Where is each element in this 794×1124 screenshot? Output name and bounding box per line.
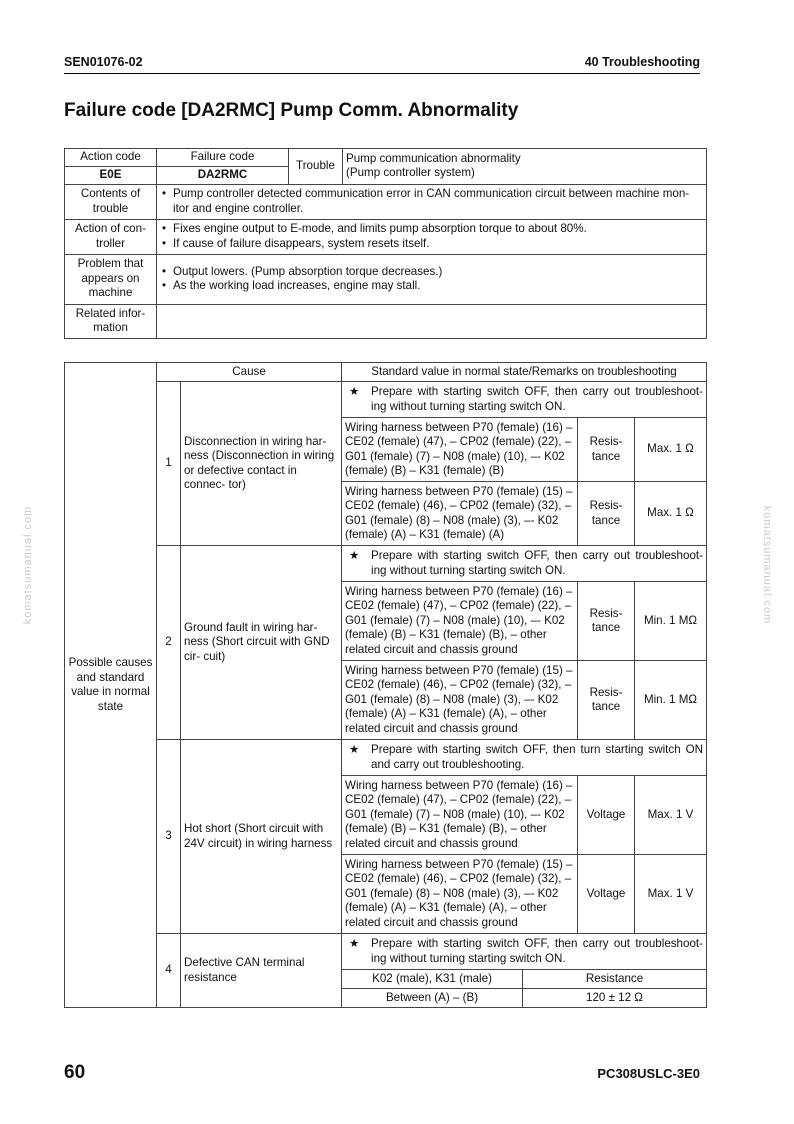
trouble-label: Trouble	[289, 149, 343, 185]
cause-number: 1	[157, 382, 181, 546]
connector-pins: Between (A) – (B)	[342, 989, 523, 1008]
page-header	[64, 53, 700, 74]
doc-code: SEN01076-02	[64, 55, 143, 69]
prep-note: ★ Prepare with starting switch OFF, then turn starting switch ON and carry out troubleshooting.	[342, 740, 707, 776]
measure-kind: Resis- tance	[578, 661, 635, 740]
failure-code-value: DA2RMC	[157, 166, 289, 184]
problem-item: • As the working load increases, engine may stall.	[160, 279, 703, 294]
failure-code-label: Failure code	[157, 149, 289, 167]
problem-label: Problem that appears on machine	[65, 254, 157, 304]
failure-info-table	[64, 148, 707, 339]
measure-kind: Voltage	[578, 776, 635, 855]
related-value	[157, 304, 707, 338]
problem-item: • Output lowers. (Pump absorption torque decreases.)	[160, 265, 703, 280]
standard-value: Min. 1 MΩ	[635, 582, 707, 661]
cause-description: Defective CAN terminal resistance	[181, 934, 342, 1008]
related-label: Related infor- mation	[65, 304, 157, 338]
watermark-left: komatsumanual.com	[22, 505, 34, 625]
harness-description: Wiring harness between P70 (female) (16) – CE02 (female) (47), – CP02 (female) (22), – G01 (female) (7) – N08 (male) (10), –- K02 (female) (B) – K31 (female) (B), – other related circuit and chassis ground	[342, 776, 578, 855]
page-title: Failure code [DA2RMC] Pump Comm. Abnormality	[64, 100, 519, 121]
standard-value: Max. 1 Ω	[635, 482, 707, 546]
cause-header: Cause	[157, 363, 342, 382]
trouble-description: Pump communication abnormality (Pump controller system)	[343, 149, 707, 185]
measure-kind: Resis- tance	[578, 482, 635, 546]
watermark-right: komatsumanual.com	[761, 505, 773, 625]
action-label: Action of con- troller	[65, 219, 157, 254]
cause-number: 3	[157, 740, 181, 934]
harness-description: Wiring harness between P70 (female) (16) – CE02 (female) (47), – CP02 (female) (22), – G01 (female) (7) – N08 (male) (10), –- K02 (female) (B) – K31 (female) (B)	[342, 418, 578, 482]
measure-kind: Voltage	[578, 855, 635, 934]
cause-description: Ground fault in wiring har- ness (Short circuit with GND cir- cuit)	[181, 546, 342, 740]
resistance-value: 120 ± 12 Ω	[523, 989, 707, 1008]
causes-table	[64, 362, 707, 1008]
cause-description: Hot short (Short circuit with 24V circuit) in wiring harness	[181, 740, 342, 934]
problem-value	[157, 254, 707, 304]
harness-description: Wiring harness between P70 (female) (15) – CE02 (female) (46), – CP02 (female) (32), – G01 (female) (8) – N08 (male) (3), –- K02 (female) (A) – K31 (female) (A), – other related circuit and chassis ground	[342, 661, 578, 740]
star-icon: ★	[349, 549, 360, 562]
resistance-header: Resistance	[523, 970, 707, 989]
page-number: 60	[64, 1062, 86, 1083]
cause-description: Disconnection in wiring har- ness (Disconnection in wiring or defective contact in connec- tor)	[181, 382, 342, 546]
connector-header: K02 (male), K31 (male)	[342, 970, 523, 989]
possible-causes-label: Possible causes and standard value in normal state	[65, 363, 157, 1008]
contents-value	[157, 184, 707, 219]
harness-description: Wiring harness between P70 (female) (16) – CE02 (female) (47), – CP02 (female) (22), – G01 (female) (7) – N08 (male) (10), –- K02 (female) (B) – K31 (female) (B), – other related circuit and chassis ground	[342, 582, 578, 661]
standard-value: Max. 1 V	[635, 855, 707, 934]
action-value	[157, 219, 707, 254]
star-icon: ★	[349, 743, 360, 756]
action-item: • If cause of failure disappears, system resets itself.	[160, 237, 703, 252]
contents-item: • Pump controller detected communication error in CAN communication circuit between machine mon- itor and engine controller.	[160, 187, 703, 216]
action-item: • Fixes engine output to E-mode, and limits pump absorption torque to about 80%.	[160, 222, 703, 237]
action-code-label: Action code	[65, 149, 157, 167]
page-footer	[64, 1062, 700, 1084]
prep-note: ★ Prepare with starting switch OFF, then carry out troubleshoot- ing without turning starting switch ON.	[342, 546, 707, 582]
cause-number: 2	[157, 546, 181, 740]
cause-number: 4	[157, 934, 181, 1008]
harness-description: Wiring harness between P70 (female) (15) – CE02 (female) (46), – CP02 (female) (32), – G01 (female) (8) – N08 (male) (3), –- K02 (female) (A) – K31 (female) (A), – other related circuit and chassis ground	[342, 855, 578, 934]
prep-note: ★ Prepare with starting switch OFF, then carry out troubleshoot- ing without turning starting switch ON.	[342, 382, 707, 418]
contents-label: Contents of trouble	[65, 184, 157, 219]
standard-value: Max. 1 Ω	[635, 418, 707, 482]
prep-note: ★ Prepare with starting switch OFF, then carry out troubleshoot- ing without turning starting switch ON.	[342, 934, 707, 970]
section-title: 40 Troubleshooting	[584, 55, 700, 69]
harness-description: Wiring harness between P70 (female) (15) – CE02 (female) (46), – CP02 (female) (32), – G01 (female) (8) – N08 (male) (3), –- K02 (female) (A) – K31 (female) (A)	[342, 482, 578, 546]
action-code-value: E0E	[65, 166, 157, 184]
standard-value: Min. 1 MΩ	[635, 661, 707, 740]
star-icon: ★	[349, 385, 360, 398]
measure-kind: Resis- tance	[578, 582, 635, 661]
star-icon: ★	[349, 937, 360, 950]
remarks-header: Standard value in normal state/Remarks on troubleshooting	[342, 363, 707, 382]
model-code: PC308USLC-3E0	[597, 1066, 700, 1081]
measure-kind: Resis- tance	[578, 418, 635, 482]
standard-value: Max. 1 V	[635, 776, 707, 855]
